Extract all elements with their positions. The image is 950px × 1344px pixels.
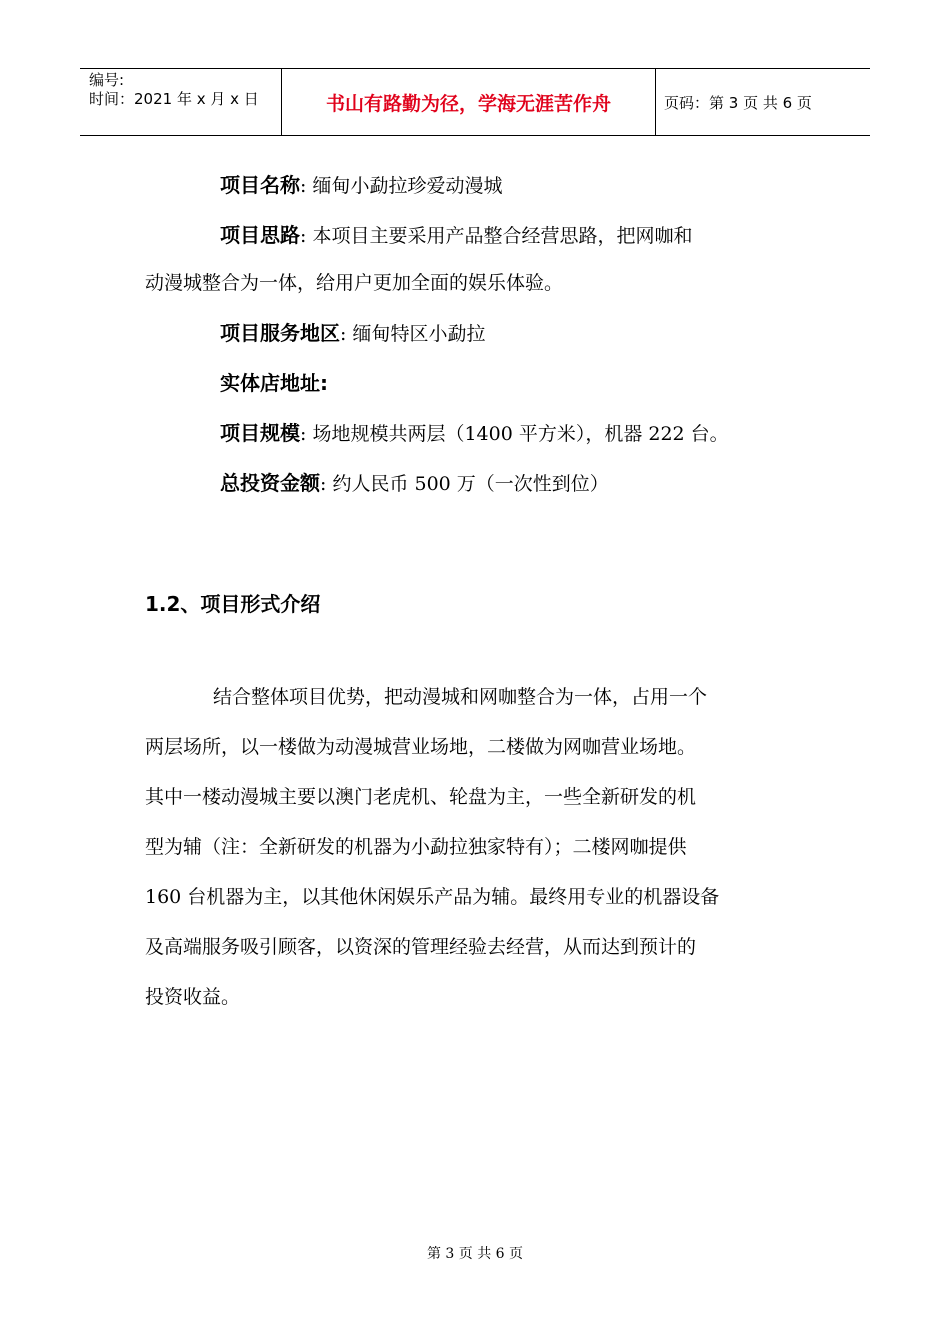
header-number: 编号:: [89, 71, 125, 89]
section-heading: 1.2、项目形式介绍: [145, 592, 321, 616]
project-store-label: 实体店地址: [220, 371, 320, 395]
project-idea-line-2: 动漫城整合为一体，给用户更加全面的娱乐体验。: [145, 272, 564, 294]
page-footer: 第 3 页 共 6 页: [426, 1246, 524, 1262]
project-investment-label: 总投资金额: [220, 471, 320, 495]
project-scale-label: 项目规模: [220, 421, 300, 445]
project-name-value: : 缅甸小勐拉珍爱动漫城: [300, 175, 503, 197]
project-investment-line: [220, 470, 609, 497]
project-name-line: [220, 172, 502, 199]
header-page-number: 页码：第 3 页 共 6 页: [664, 93, 812, 112]
paragraph-line-6: 及高端服务吸引顾客，以资深的管理经验去经营，从而达到预计的: [145, 936, 697, 958]
paragraph-line-7: 投资收益。: [145, 986, 241, 1008]
paragraph-line-4: 型为辅（注：全新研发的机器为小勐拉独家特有）；二楼网咖提供: [145, 836, 687, 858]
project-scale-line: [220, 420, 729, 447]
project-idea-line: [220, 222, 692, 249]
project-idea-value: : 本项目主要采用产品整合经营思路，把网咖和: [300, 225, 693, 247]
project-store-value: :: [320, 371, 328, 395]
project-name-label: 项目名称: [220, 173, 300, 197]
paragraph-line-3: 其中一楼动漫城主要以澳门老虎机、轮盘为主，一些全新研发的机: [145, 786, 697, 808]
project-investment-value: : 约人民币 500 万（一次性到位）: [320, 473, 609, 495]
header-meta: [80, 69, 282, 135]
project-area-value: : 缅甸特区小勐拉: [340, 323, 486, 345]
project-scale-value: : 场地规模共两层（1400 平方米），机器 222 台。: [300, 423, 729, 445]
project-store-line: [220, 370, 328, 397]
page-header: [80, 68, 870, 136]
paragraph-line-2: 两层场所，以一楼做为动漫城营业场地，二楼做为网咖营业场地。: [145, 736, 697, 758]
header-time: 时间：2021 年 x 月 x 日: [89, 90, 259, 108]
header-motto: 书山有路勤为径，学海无涯苦作舟: [282, 69, 656, 135]
paragraph-line-5: 160 台机器为主，以其他休闲娱乐产品为辅。最终用专业的机器设备: [145, 886, 720, 908]
project-area-label: 项目服务地区: [220, 321, 340, 345]
project-area-line: [220, 320, 485, 347]
project-idea-label: 项目思路: [220, 223, 300, 247]
paragraph-line-1: 结合整体项目优势，把动漫城和网咖整合为一体，占用一个: [213, 686, 708, 708]
